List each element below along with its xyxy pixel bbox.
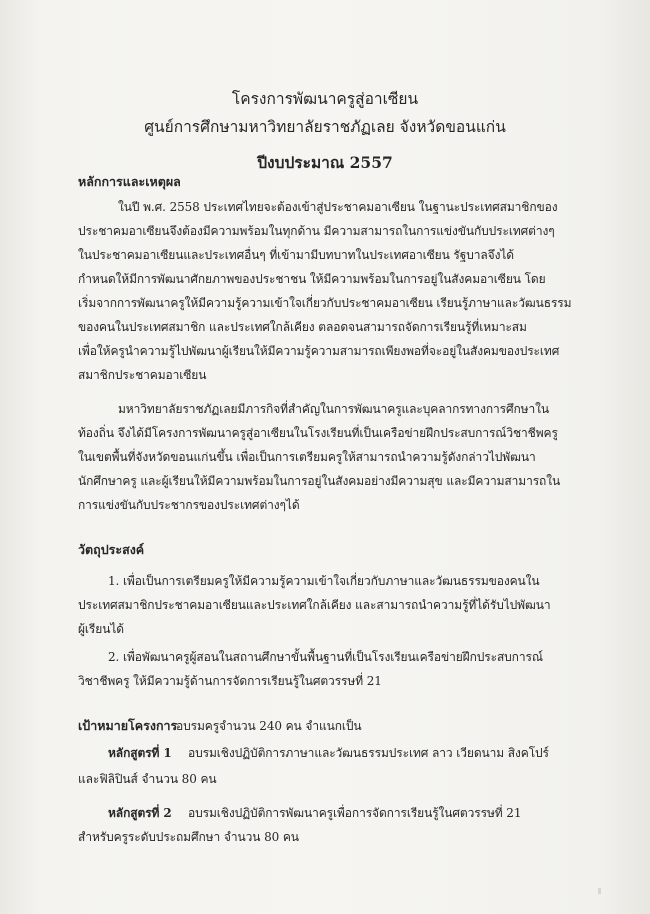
objective-2-line: 2. เพื่อพัฒนาครูผู้สอนในสถานศึกษาขั้นพื้นฐานที่เป็นโรงเรียนเครือข่ายฝึกประสบการณ์ [108,650,543,664]
rationale-p1-line: เพื่อให้ครูนำความรู้ไปพัฒนาผู้เรียนให้มีความรู้ความสามารถเพียงพอที่จะอยู่ในสังคมของประเทศ [78,344,560,358]
rationale-p1-line: สมาชิกประชาคมอาเซียน [78,368,207,382]
objective-1-line: ประเทศสมาชิกประชาคมอาเซียนและประเทศใกล้เคียง และสามารถนำความรู้ที่ได้รับไปพัฒนา [78,598,551,612]
course-2-line2: สำหรับครูระดับประถมศึกษา จำนวน 80 คน [78,830,299,844]
rationale-p2-line: มหาวิทยาลัยราชภัฏเลยมีภารกิจที่สำคัญในการพัฒนาครูและบุคลากรทางการศึกษาใน [118,402,549,416]
budget-year-title: ปีงบประมาณ 2557 [257,153,393,172]
rationale-p2-line: ท้องถิ่น จึงได้มีโครงการพัฒนาครูสู่อาเซียนในโรงเรียนที่เป็นเครือข่ายฝึกประสบการณ์วิชาชีพครู [78,426,558,440]
course-1-label: หลักสูตรที่ 1 [108,746,172,760]
rationale-heading: หลักการและเหตุผล [78,174,181,189]
center-title: ศูนย์การศึกษามหาวิทยาลัยราชภัฏเลย จังหวัดขอนแก่น [144,118,506,136]
rationale-p1-line: ในประชาคมอาเซียนและประเทศอื่นๆ ที่เข้ามามีบทบาทในประเทศอาเซียน รัฐบาลจึงได้ [78,248,514,262]
objective-2-line: วิชาชีพครู ให้มีความรู้ด้านการจัดการเรียนรู้ในศตวรรษที่ 21 [78,674,382,688]
course-2-label: หลักสูตรที่ 2 [108,806,172,820]
objective-1-line: 1. เพื่อเป็นการเตรียมครูให้มีความรู้ความเข้าใจเกี่ยวกับภาษาและวัฒนธรรมของคนใน [108,574,540,588]
project-title: โครงการพัฒนาครูสู่อาเซียน [231,90,419,108]
rationale-p2-line: นักศึกษาครู และผู้เรียนให้มีความพร้อมในการอยู่ในสังคมอย่างมีความสุข และมีความสามารถใน [78,474,561,488]
objective-1-line: ผู้เรียนได้ [78,622,124,636]
rationale-p1-line: ประชาคมอาเซียนจึงต้องมีความพร้อมในทุกด้าน มีความสามารถในการแข่งขันกับประเทศต่างๆ [78,224,555,238]
rationale-p2-line: การแข่งขันกับประชากรของประเทศต่างๆได้ [78,498,300,512]
course-2-text: อบรมเชิงปฏิบัติการพัฒนาครูเพื่อการจัดการเรียนรู้ในศตวรรษที่ 21 [188,806,522,820]
rationale-p1-line: กำหนดให้มีการพัฒนาศักยภาพของประชาชน ให้มีความพร้อมในการอยู่ในสังคมอาเซียน โดย [78,272,546,286]
target-summary: อบรมครูจำนวน 240 คน จำแนกเป็น [176,719,362,733]
objectives-heading: วัตถุประสงค์ [78,542,145,557]
rationale-p1-line: เริ่มจากการพัฒนาครูให้มีความรู้ความเข้าใจเกี่ยวกับประชาคมอาเซียน เรียนรู้ภาษาและวัฒนธรรม [78,296,572,310]
scan-speck [598,888,601,894]
course-1-text: อบรมเชิงปฏิบัติการภาษาและวัฒนธรรมประเทศ ลาว เวียดนาม สิงคโปร์ [188,746,549,760]
rationale-p2-line: ในเขตพื้นที่จังหวัดขอนแก่นขึ้น เพื่อเป็นการเตรียมครูให้สามารถนำความรู้ดังกล่าวไปพัฒนา [78,450,536,464]
course-1-line2: และฟิลิปินส์ จำนวน 80 คน [78,772,217,786]
rationale-p1-line: ของคนในประเทศสมาชิก และประเทศใกล้เคียง ตลอดจนสามารถจัดการเรียนรู้ที่เหมาะสม [78,320,527,334]
target-heading: เป้าหมายโครงการ [78,718,178,733]
rationale-p1-line: ในปี พ.ศ. 2558 ประเทศไทยจะต้องเข้าสู่ประชาคมอาเซียน ในฐานะประเทศสมาชิกของ [118,200,558,214]
